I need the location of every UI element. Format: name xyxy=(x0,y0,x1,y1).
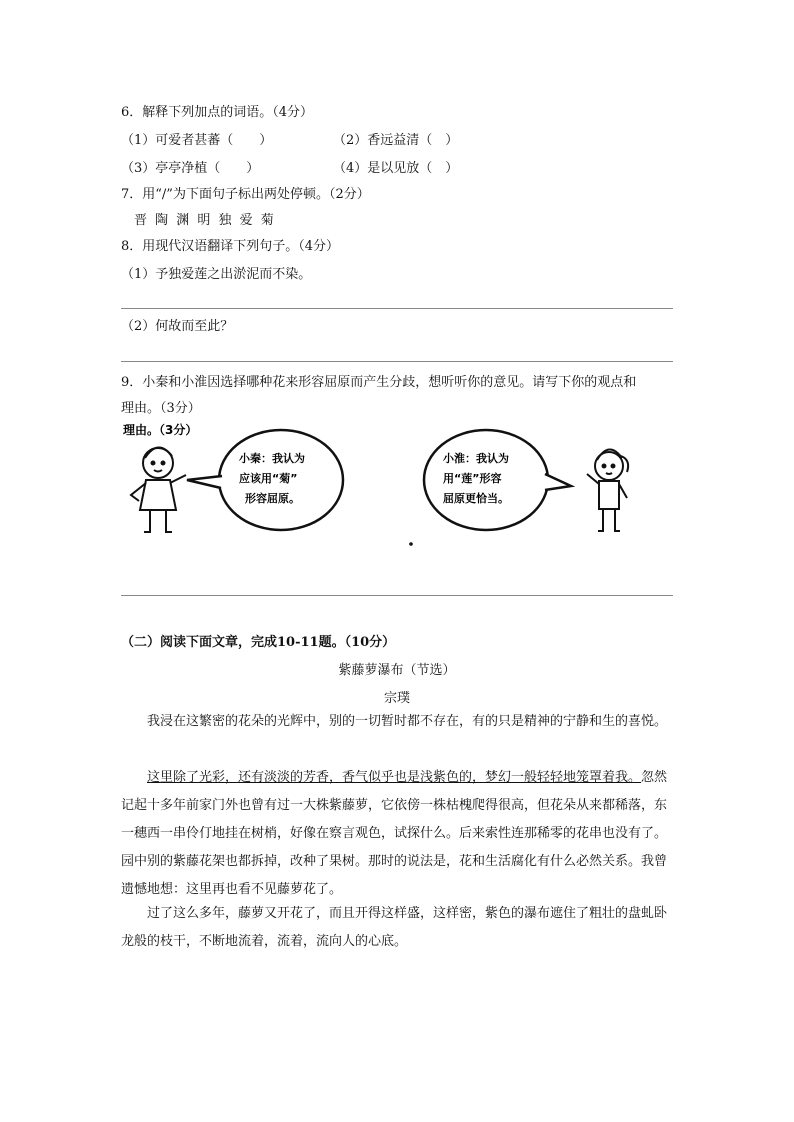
q6-title: 6．解释下列加点的词语。（4分） xyxy=(121,105,314,120)
q8-sentence-1: （1）予独爱莲之出淤泥而不染。 xyxy=(121,267,312,282)
bubble-left-line-3: 形容屈原。 xyxy=(245,492,300,505)
q8-answer-line-2[interactable] xyxy=(121,361,673,362)
article-paragraph-1 xyxy=(121,708,676,736)
q9-illustration xyxy=(121,418,681,548)
q6-item-2: （2）香远益清（ ） xyxy=(333,133,459,148)
boy-figure-icon xyxy=(131,447,186,532)
paragraph-2-underlined: 这里除了光彩，还有淡淡的芳香，香气似乎也是浅紫色的，梦幻一般轻轻地笼罩着我。 xyxy=(147,770,642,785)
girl-figure-icon xyxy=(587,449,628,531)
q6-item-3: （3）亭亭净植（ ） xyxy=(121,161,260,176)
q8-title: 8．用现代汉语翻译下列句子。（4分） xyxy=(121,239,340,254)
paragraph-2-rest: 忽然记起十多年前家门外也曾有过一大株紫藤萝，它依傍一株枯槐爬得很高，但花朵从来都稀落，东一穗西一串伶仃地挂在树梢，好像在察言观色，试探什么。后来索性连那稀零的花串也没有了。园中别的紫藤花架也都拆掉，改种了果树。那时的说法是，花和生活腐化有什么必然关系。我曾遗憾地想：这里再也看不见藤萝花了。 xyxy=(121,770,668,897)
bubble-right-line-2: 用“莲”形容 xyxy=(443,472,502,485)
article-author: 宗璞 xyxy=(383,691,410,706)
q9-title-line-2: 理由。（3分） xyxy=(121,401,201,416)
article-paragraph-2 xyxy=(121,764,676,904)
q7-sentence: 晋 陶 渊 明 独 爱 菊 xyxy=(134,213,276,228)
q9-title-line-1: 9．小秦和小淮因选择哪种花来形容屈原而产生分歧，想听听你的意见。请写下你的观点和 xyxy=(121,375,637,390)
q9-illustration-label: 理由。（3分） xyxy=(123,423,198,437)
bubble-left-line-2: 应该用“菊” xyxy=(239,472,298,485)
paragraph-1-text: 我浸在这繁密的花朵的光辉中，别的一切暂时都不存在，有的只是精神的宁静和生的喜悦。 xyxy=(147,714,668,729)
bubble-left-line-1: 小秦：我认为 xyxy=(239,452,305,465)
q6-item-1: （1）可爱者甚蕃（ ） xyxy=(121,133,273,148)
bubble-right-line-1: 小淮：我认为 xyxy=(443,452,509,465)
right-speech-bubble xyxy=(424,430,571,530)
q8-answer-line-1[interactable] xyxy=(121,308,673,309)
article-paragraph-3 xyxy=(121,900,676,956)
q9-answer-line[interactable] xyxy=(121,595,673,596)
paragraph-3-text: 过了这么多年，藤萝又开花了，而且开得这样盛，这样密，紫色的瀑布遮住了粗壮的盘虬卧龙般的枝干，不断地流着，流着，流向人的心底。 xyxy=(121,906,668,949)
bubble-right-line-3: 屈原更恰当。 xyxy=(443,492,509,505)
article-title: 紫藤萝瀑布（节选） xyxy=(338,663,456,678)
q7-title: 7．用“/”为下面句子标出两处停顿。（2分） xyxy=(121,187,370,202)
q8-sentence-2: （2）何故而至此？ xyxy=(121,319,234,334)
section2-heading: （二）阅读下面文章，完成10-11题。（10分） xyxy=(121,635,396,650)
q6-item-4: （4）是以见放（ ） xyxy=(333,161,459,176)
left-speech-bubble xyxy=(187,430,343,530)
